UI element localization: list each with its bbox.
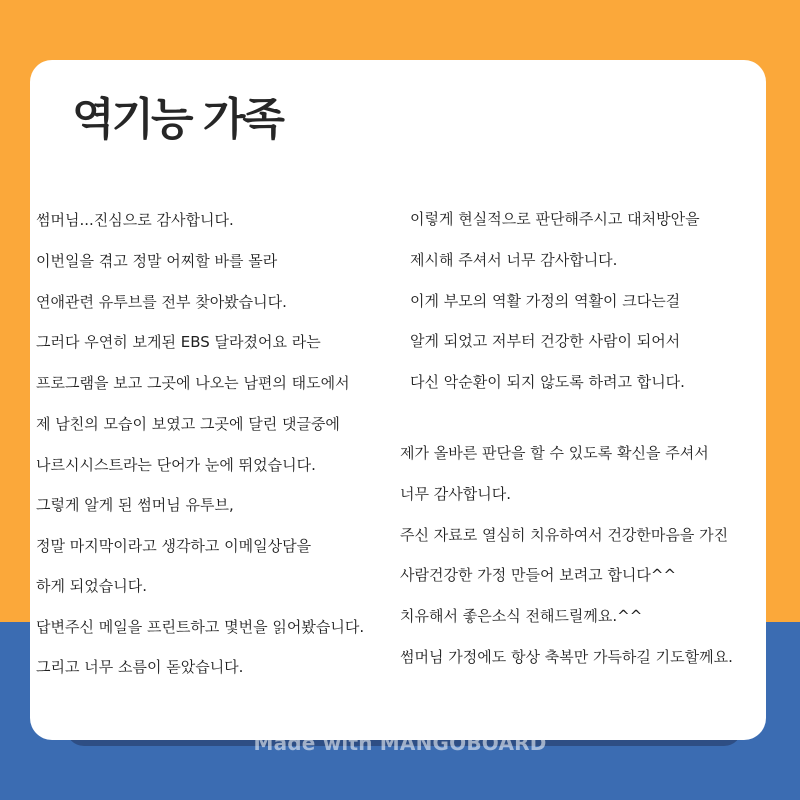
right-line: 이렇게 현실적으로 판단해주시고 대처방안을: [410, 210, 700, 228]
left-line: 그리고 너무 소름이 돋았습니다.: [36, 658, 244, 676]
right-line: 치유해서 좋은소식 전해드릴께요.^^: [400, 607, 643, 625]
left-line: 연애관련 유투브를 전부 찾아봤습니다.: [36, 293, 287, 311]
testimonial-card: [30, 60, 766, 740]
right-line: 이게 부모의 역활 가정의 역활이 크다는걸: [410, 292, 681, 310]
right-line: 썸머님 가정에도 항상 축복만 가득하길 기도할께요.: [400, 648, 733, 666]
left-line: 나르시시스트라는 단어가 눈에 뛰었습니다.: [36, 456, 316, 474]
right-line: 사람건강한 가정 만들어 보려고 합니다^^: [400, 566, 677, 584]
left-line: 프로그램을 보고 그곳에 나오는 남편의 태도에서: [36, 374, 350, 392]
watermark-label: Made with MANGOBOARD: [253, 731, 547, 755]
right-line: 알게 되었고 저부터 건강한 사람이 되어서: [410, 332, 681, 350]
right-line: 제가 올바른 판단을 할 수 있도록 확신을 주셔서: [400, 444, 709, 462]
left-line: 정말 마지막이라고 생각하고 이메일상담을: [36, 537, 312, 555]
right-line: 다신 악순환이 되지 않도록 하려고 합니다.: [410, 373, 685, 391]
left-line: 이번일을 겪고 정말 어찌할 바를 몰라: [36, 252, 278, 270]
left-line: 썸머님...진심으로 감사합니다.: [36, 211, 234, 229]
left-line: 하게 되었습니다.: [36, 577, 147, 595]
left-line: 그러다 우연히 보게된 EBS 달라졌어요 라는: [36, 333, 321, 351]
right-line: 제시해 주셔서 너무 감사합니다.: [410, 251, 618, 269]
page-title: 역기능 가족: [72, 94, 282, 145]
left-line: 제 남친의 모습이 보였고 그곳에 달린 댓글중에: [36, 415, 340, 433]
left-line: 답변주신 메일을 프린트하고 몇번을 읽어봤습니다.: [36, 618, 365, 636]
left-line: 그렇게 알게 된 썸머님 유투브,: [36, 496, 234, 514]
right-line: 너무 감사합니다.: [400, 485, 511, 503]
right-line: 주신 자료로 열심히 치유하여서 건강한마음을 가진: [400, 526, 729, 544]
